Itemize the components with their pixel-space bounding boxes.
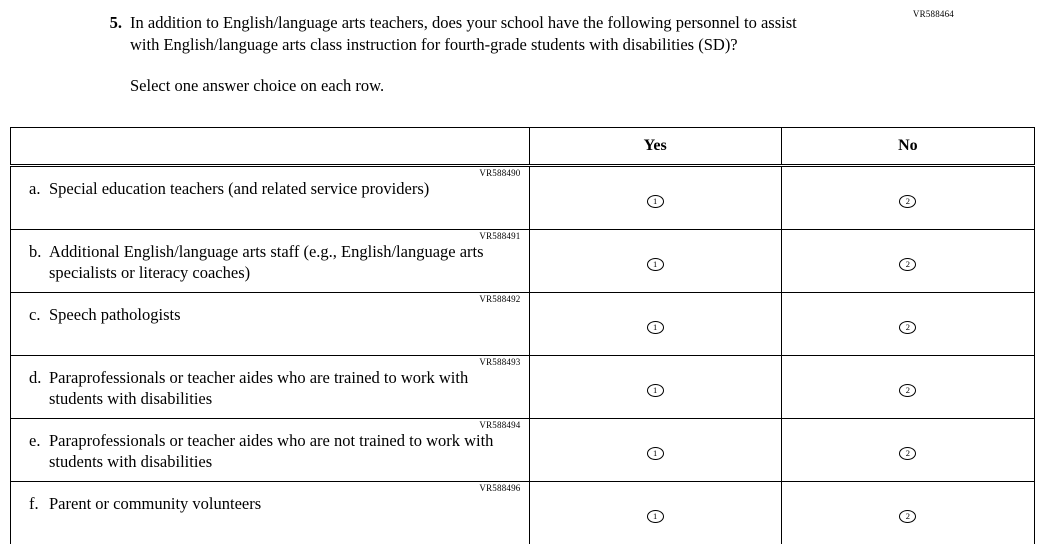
item-label: Special education teachers (and related service providers) [49,178,523,199]
radio-bubble-yes[interactable]: 1 [647,195,664,208]
header-yes: Yes [529,128,781,166]
header-no: No [781,128,1034,166]
item-letter: d. [29,367,49,388]
row-variable-id: VR588490 [17,167,523,179]
page-variable-id: VR588464 [913,9,954,19]
yes-option-cell[interactable] [529,166,781,230]
item-text [17,241,523,283]
question-row [96,12,826,56]
row-variable-id: VR588494 [17,419,523,431]
item-cell [11,419,530,482]
radio-bubble-yes[interactable]: 1 [647,258,664,271]
radio-bubble-no[interactable]: 2 [899,258,916,271]
question-instruction: Select one answer choice on each row. [130,75,826,97]
item-letter: a. [29,178,49,199]
no-option-cell[interactable] [781,166,1034,230]
item-cell [11,293,530,356]
radio-bubble-yes[interactable]: 1 [647,510,664,523]
item-letter: b. [29,241,49,262]
item-label: Additional English/language arts staff (e.g., English/language arts specialists or literacy coaches) [49,241,523,283]
item-letter: e. [29,430,49,451]
no-option-cell[interactable] [781,293,1034,356]
no-option-cell[interactable] [781,230,1034,293]
item-label: Paraprofessionals or teacher aides who are not trained to work with students with disabilities [49,430,523,472]
question-number: 5. [96,12,130,34]
question-block [96,12,826,97]
item-cell [11,356,530,419]
item-letter: f. [29,493,49,514]
item-text [17,304,523,325]
row-variable-id: VR588492 [17,293,523,305]
yes-option-cell[interactable] [529,293,781,356]
row-variable-id: VR588491 [17,230,523,242]
radio-bubble-no[interactable]: 2 [899,510,916,523]
item-letter: c. [29,304,49,325]
header-item [11,128,530,166]
table-row [11,166,1035,230]
radio-bubble-yes[interactable]: 1 [647,447,664,460]
item-text [17,430,523,472]
radio-bubble-yes[interactable]: 1 [647,384,664,397]
radio-bubble-no[interactable]: 2 [899,321,916,334]
item-label: Speech pathologists [49,304,523,325]
item-text [17,493,523,514]
row-variable-id: VR588493 [17,356,523,368]
table-row [11,419,1035,482]
radio-bubble-yes[interactable]: 1 [647,321,664,334]
no-option-cell[interactable] [781,356,1034,419]
row-variable-id: VR588496 [17,482,523,494]
radio-bubble-no[interactable]: 2 [899,384,916,397]
yes-option-cell[interactable] [529,419,781,482]
item-cell [11,166,530,230]
table-row [11,293,1035,356]
item-label: Paraprofessionals or teacher aides who are trained to work with students with disabilities [49,367,523,409]
yes-option-cell[interactable] [529,230,781,293]
question-text: In addition to English/language arts teachers, does your school have the following personnel to assist with English/language arts class instruction for fourth-grade students with disabilities (SD)? [130,12,826,56]
item-text [17,178,523,199]
radio-bubble-no[interactable]: 2 [899,195,916,208]
radio-bubble-no[interactable]: 2 [899,447,916,460]
response-matrix [10,127,1035,544]
table-row [11,356,1035,419]
yes-option-cell[interactable] [529,356,781,419]
no-option-cell[interactable] [781,419,1034,482]
matrix-header-row [11,128,1035,166]
table-row [11,230,1035,293]
item-cell [11,230,530,293]
item-label: Parent or community volunteers [49,493,523,514]
item-text [17,367,523,409]
